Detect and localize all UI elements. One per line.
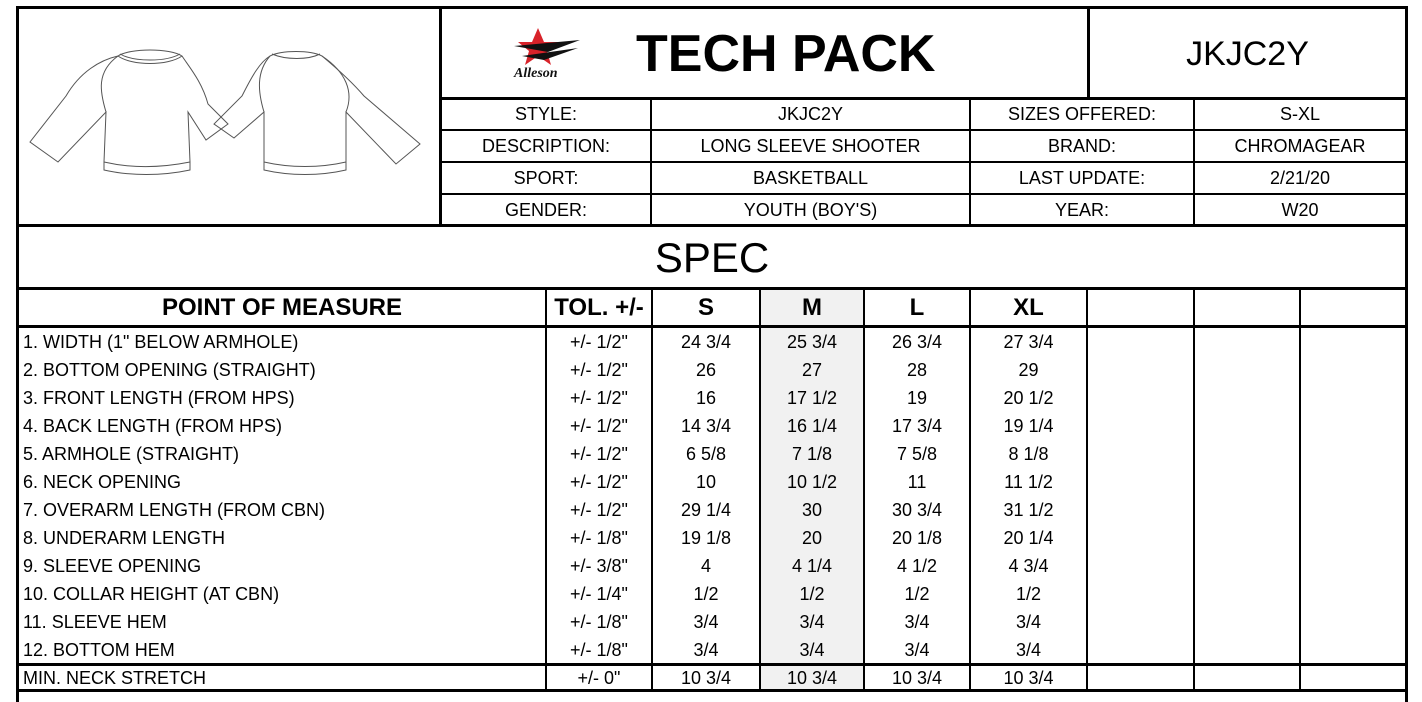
spec-s: 1/2 [693,583,719,604]
spec-xl: 31 1/2 [1003,499,1054,520]
spec-l: 3/4 [904,639,930,660]
info-value: W20 [1281,199,1319,220]
spec-m: 3/4 [799,639,825,660]
spec-tol: +/- 1/8" [570,611,628,632]
info-label: GENDER: [504,199,587,220]
spec-s: 19 1/8 [680,527,732,548]
spec-xl: 20 1/4 [1003,527,1054,548]
border [1193,290,1195,692]
info-value: CHROMAGEAR [1234,135,1366,156]
spec-m: 4 1/4 [791,555,833,576]
col-header-l: L [909,294,925,321]
info-value: 2/21/20 [1269,167,1331,188]
spec-s: 26 [695,359,717,380]
spec-m: 1/2 [799,583,825,604]
spec-l: 17 3/4 [891,415,943,436]
spec-pom: 3. FRONT LENGTH (FROM HPS) [23,387,295,408]
spec-tol: +/- 1/2" [570,331,628,352]
spec-m: 17 1/2 [786,387,838,408]
spec-tol: +/- 1/2" [570,443,628,464]
border [1299,290,1301,692]
page-title: TECH PACK [636,25,936,83]
col-header-xl: XL [1013,294,1044,321]
spec-l: 28 [906,359,928,380]
info-value: LONG SLEEVE SHOOTER [700,135,921,156]
spec-xl: 11 1/2 [1004,471,1053,492]
spec-s: 10 3/4 [680,667,732,688]
spec-s: 4 [700,555,711,576]
spec-l: 30 3/4 [891,499,943,520]
brand-logo [508,22,592,82]
info-label: YEAR: [1054,199,1110,220]
border [16,663,1408,666]
info-label: BRAND: [1047,135,1116,156]
spec-s: 6 5/8 [685,443,727,464]
spec-pom: 1. WIDTH (1" BELOW ARMHOLE) [23,331,299,352]
info-label: LAST UPDATE: [1018,167,1146,188]
spec-pom: 8. UNDERARM LENGTH [23,527,226,548]
spec-xl: 20 1/2 [1003,387,1054,408]
spec-title: SPEC [654,234,770,281]
spec-tol: +/- 1/2" [570,499,628,520]
spec-s: 16 [695,387,717,408]
garment-sketch [20,12,438,222]
spec-m: 27 [801,359,823,380]
spec-l: 1/2 [904,583,930,604]
border [16,689,1408,692]
spec-l: 26 3/4 [891,331,943,352]
col-header-tol: TOL. +/- [554,294,644,321]
style-code-header: JKJC2Y [1186,34,1309,73]
spec-s: 29 1/4 [680,499,732,520]
spec-l: 3/4 [904,611,930,632]
spec-tol: +/- 0" [577,667,621,688]
spec-tol: +/- 1/2" [570,471,628,492]
spec-m: 3/4 [799,611,825,632]
spec-l: 19 [906,387,928,408]
logo-text: Alleson [514,66,558,81]
spec-s: 3/4 [693,639,719,660]
col-header-s: S [697,294,714,321]
spec-tol: +/- 1/8" [570,527,628,548]
spec-tol: +/- 1/4" [570,583,628,604]
info-value: JKJC2Y [777,103,844,124]
spec-m: 10 3/4 [786,667,838,688]
spec-xl: 19 1/4 [1003,415,1054,436]
info-label: SIZES OFFERED: [1007,103,1157,124]
spec-xl: 27 3/4 [1003,331,1054,352]
spec-pom: 2. BOTTOM OPENING (STRAIGHT) [23,359,316,380]
spec-tol: +/- 3/8" [570,555,628,576]
info-label: STYLE: [514,103,578,124]
spec-pom: 5. ARMHOLE (STRAIGHT) [23,443,240,464]
spec-pom: 4. BACK LENGTH (FROM HPS) [23,415,283,436]
spec-pom: 6. NECK OPENING [23,471,182,492]
info-label: DESCRIPTION: [481,135,610,156]
spec-m: 10 1/2 [786,471,838,492]
info-value: YOUTH (BOY'S) [743,199,878,220]
spec-s: 14 3/4 [680,415,732,436]
border [1405,6,1408,702]
spec-xl: 4 3/4 [1008,555,1049,576]
spec-pom: 12. BOTTOM HEM [23,639,175,660]
spec-pom: MIN. NECK STRETCH [23,667,207,688]
spec-pom: 9. SLEEVE OPENING [23,555,202,576]
spec-m: 25 3/4 [786,331,838,352]
spec-l: 20 1/8 [891,527,943,548]
spec-s: 10 [695,471,717,492]
spec-xl: 8 1/8 [1008,443,1049,464]
spec-l: 11 [907,471,927,492]
spec-m: 7 1/8 [791,443,833,464]
info-value: BASKETBALL [752,167,869,188]
border [1086,290,1088,692]
spec-xl: 3/4 [1015,611,1042,632]
spec-m: 20 [801,527,823,548]
spec-tol: +/- 1/2" [570,387,628,408]
spec-m: 16 1/4 [786,415,838,436]
spec-xl: 29 [1018,359,1039,380]
spec-l: 10 3/4 [891,667,943,688]
spec-xl: 1/2 [1015,583,1042,604]
spec-pom: 7. OVERARM LENGTH (FROM CBN) [23,499,326,520]
spec-m: 30 [801,499,823,520]
spec-l: 4 1/2 [896,555,938,576]
spec-pom: 10. COLLAR HEIGHT (AT CBN) [23,583,280,604]
info-value: S-XL [1279,103,1321,124]
col-header-pom: POINT OF MEASURE [161,294,402,321]
spec-tol: +/- 1/8" [570,639,628,660]
spec-l: 7 5/8 [896,443,938,464]
spec-xl: 10 3/4 [1003,667,1054,688]
col-header-m: M [802,294,822,321]
border [16,6,1408,9]
spec-pom: 11. SLEEVE HEM [23,611,167,632]
info-label: SPORT: [513,167,579,188]
spec-s: 24 3/4 [680,331,732,352]
spec-xl: 3/4 [1015,639,1042,660]
spec-tol: +/- 1/2" [570,359,628,380]
spec-tol: +/- 1/2" [570,415,628,436]
spec-s: 3/4 [693,611,719,632]
